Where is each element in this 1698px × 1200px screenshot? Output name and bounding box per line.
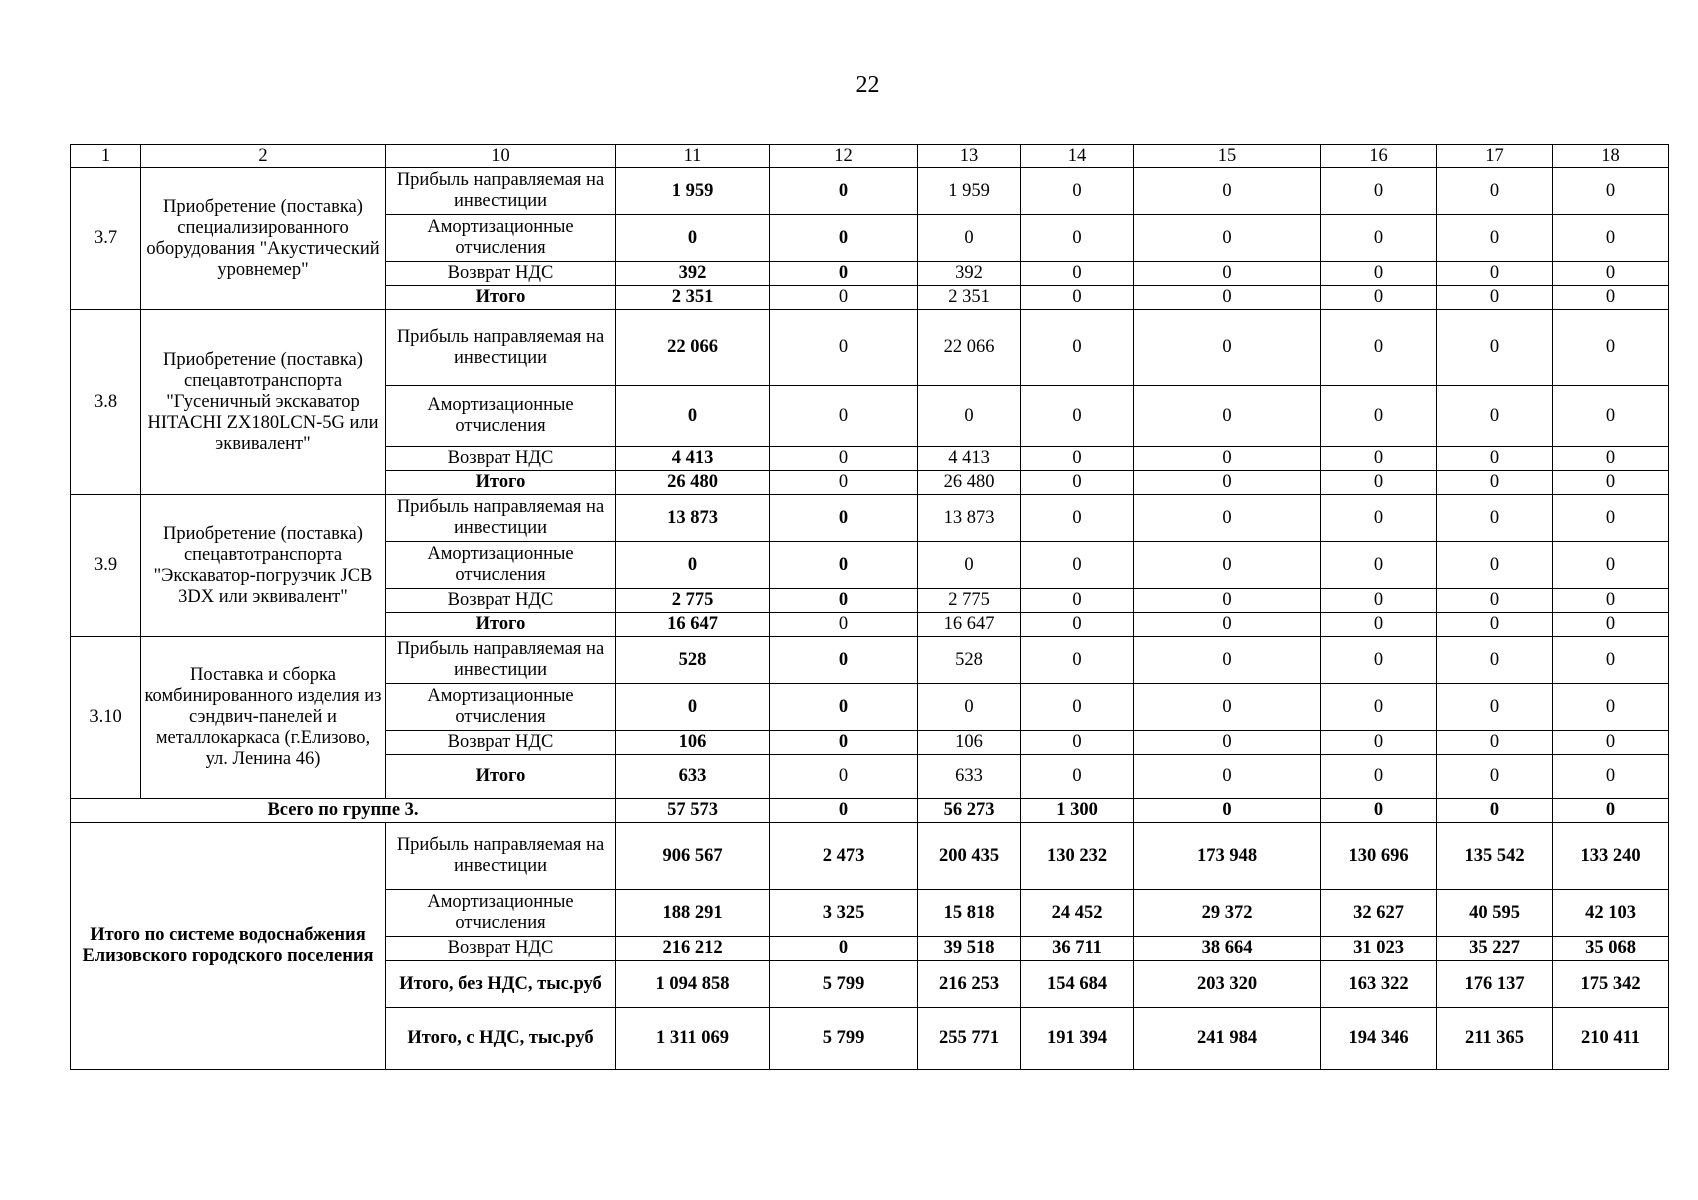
value-cell: 0 <box>770 215 918 262</box>
value-cell: 0 <box>1021 286 1134 310</box>
grand-total-value: 39 518 <box>918 937 1021 961</box>
funding-source: Прибыль направляемая на инвестиции <box>386 310 616 386</box>
value-cell: 0 <box>1021 684 1134 731</box>
value-cell: 2 775 <box>918 589 1021 613</box>
header-cell: 11 <box>616 145 770 168</box>
value-cell: 0 <box>770 731 918 755</box>
funding-source: Амортизационные отчисления <box>386 890 616 937</box>
value-cell: 0 <box>1321 168 1437 215</box>
grand-total-value: 2 473 <box>770 823 918 890</box>
value-cell: 22 066 <box>616 310 770 386</box>
value-cell: 0 <box>1021 471 1134 495</box>
grand-total-value: 163 322 <box>1321 961 1437 1008</box>
value-cell: 1 959 <box>918 168 1021 215</box>
funding-source: Итого <box>386 755 616 799</box>
value-cell: 0 <box>918 215 1021 262</box>
value-cell: 4 413 <box>616 447 770 471</box>
value-cell: 0 <box>1437 613 1553 637</box>
grand-total-value: 188 291 <box>616 890 770 937</box>
value-cell: 0 <box>1134 542 1321 589</box>
value-cell: 0 <box>616 542 770 589</box>
table-row <box>71 310 1669 386</box>
group-total-value: 0 <box>1134 799 1321 823</box>
value-cell: 0 <box>1553 286 1669 310</box>
grand-total-value: 0 <box>770 937 918 961</box>
value-cell: 0 <box>1437 447 1553 471</box>
grand-total-value: 906 567 <box>616 823 770 890</box>
value-cell: 26 480 <box>918 471 1021 495</box>
value-cell: 0 <box>1437 215 1553 262</box>
value-cell: 0 <box>1321 215 1437 262</box>
value-cell: 0 <box>1553 589 1669 613</box>
funding-source: Возврат НДС <box>386 262 616 286</box>
grand-total-value: 35 068 <box>1553 937 1669 961</box>
group-total-value: 56 273 <box>918 799 1021 823</box>
value-cell: 0 <box>1134 386 1321 447</box>
grand-total-value: 32 627 <box>1321 890 1437 937</box>
item-number: 3.9 <box>71 495 141 637</box>
grand-total-value: 135 542 <box>1437 823 1553 890</box>
value-cell: 2 351 <box>616 286 770 310</box>
grand-total-value: 29 372 <box>1134 890 1321 937</box>
value-cell: 0 <box>1437 755 1553 799</box>
header-cell: 16 <box>1321 145 1437 168</box>
value-cell: 0 <box>1021 613 1134 637</box>
grand-total-value: 176 137 <box>1437 961 1553 1008</box>
value-cell: 528 <box>918 637 1021 684</box>
grand-total-value: 40 595 <box>1437 890 1553 937</box>
grand-total-value: 241 984 <box>1134 1008 1321 1070</box>
table-row <box>71 495 1669 542</box>
grand-total-value: 31 023 <box>1321 937 1437 961</box>
value-cell: 0 <box>616 215 770 262</box>
item-name: Приобретение (поставка) спецавтотранспорта "Экскаватор-погрузчик JCB 3DX или эквивалент" <box>141 495 386 637</box>
value-cell: 392 <box>616 262 770 286</box>
value-cell: 0 <box>1021 215 1134 262</box>
value-cell: 1 959 <box>616 168 770 215</box>
grand-total-value: 24 452 <box>1021 890 1134 937</box>
funding-source: Итого, с НДС, тыс.руб <box>386 1008 616 1070</box>
grand-total-value: 35 227 <box>1437 937 1553 961</box>
value-cell: 0 <box>770 495 918 542</box>
grand-total-value: 191 394 <box>1021 1008 1134 1070</box>
funding-source: Возврат НДС <box>386 447 616 471</box>
value-cell: 0 <box>1134 637 1321 684</box>
grand-total-value: 154 684 <box>1021 961 1134 1008</box>
value-cell: 0 <box>1134 731 1321 755</box>
value-cell: 0 <box>1553 613 1669 637</box>
value-cell: 0 <box>1437 310 1553 386</box>
value-cell: 0 <box>1021 755 1134 799</box>
value-cell: 0 <box>1553 447 1669 471</box>
value-cell: 0 <box>1021 542 1134 589</box>
value-cell: 2 351 <box>918 286 1021 310</box>
value-cell: 0 <box>770 684 918 731</box>
value-cell: 0 <box>1321 471 1437 495</box>
header-cell: 13 <box>918 145 1021 168</box>
value-cell: 0 <box>1321 684 1437 731</box>
value-cell: 0 <box>1134 613 1321 637</box>
value-cell: 0 <box>1553 262 1669 286</box>
value-cell: 0 <box>1134 286 1321 310</box>
value-cell: 0 <box>770 386 918 447</box>
value-cell: 0 <box>1437 731 1553 755</box>
value-cell: 0 <box>1553 684 1669 731</box>
value-cell: 0 <box>1437 495 1553 542</box>
value-cell: 0 <box>1134 262 1321 286</box>
grand-total-value: 130 232 <box>1021 823 1134 890</box>
funding-source: Амортизационные отчисления <box>386 542 616 589</box>
value-cell: 0 <box>1021 731 1134 755</box>
value-cell: 2 775 <box>616 589 770 613</box>
funding-source: Возврат НДС <box>386 589 616 613</box>
value-cell: 0 <box>918 386 1021 447</box>
header-cell: 1 <box>71 145 141 168</box>
value-cell: 0 <box>1553 310 1669 386</box>
header-cell: 2 <box>141 145 386 168</box>
value-cell: 0 <box>1437 471 1553 495</box>
value-cell: 0 <box>918 542 1021 589</box>
value-cell: 392 <box>918 262 1021 286</box>
value-cell: 0 <box>1321 589 1437 613</box>
value-cell: 0 <box>770 589 918 613</box>
value-cell: 0 <box>1321 495 1437 542</box>
group-total-value: 57 573 <box>616 799 770 823</box>
grand-total-value: 173 948 <box>1134 823 1321 890</box>
funding-source: Прибыль направляемая на инвестиции <box>386 495 616 542</box>
item-name: Приобретение (поставка) специализированного оборудования "Акустический уровнемер" <box>141 168 386 310</box>
value-cell: 0 <box>1021 310 1134 386</box>
value-cell: 0 <box>1134 310 1321 386</box>
group-total-label: Всего по группе 3. <box>71 799 616 823</box>
grand-total-value: 211 365 <box>1437 1008 1553 1070</box>
grand-total-value: 216 212 <box>616 937 770 961</box>
value-cell: 633 <box>918 755 1021 799</box>
funding-source: Прибыль направляемая на инвестиции <box>386 823 616 890</box>
grand-total-value: 1 311 069 <box>616 1008 770 1070</box>
value-cell: 0 <box>1437 262 1553 286</box>
value-cell: 0 <box>1021 495 1134 542</box>
group-total-value: 0 <box>1437 799 1553 823</box>
grand-total-value: 3 325 <box>770 890 918 937</box>
item-number: 3.7 <box>71 168 141 310</box>
item-number: 3.10 <box>71 637 141 799</box>
value-cell: 0 <box>1134 447 1321 471</box>
value-cell: 0 <box>1553 168 1669 215</box>
funding-source: Итого <box>386 286 616 310</box>
table-row <box>71 168 1669 215</box>
header-row <box>71 145 1669 168</box>
value-cell: 0 <box>1134 684 1321 731</box>
value-cell: 0 <box>1321 386 1437 447</box>
group-total-value: 0 <box>1553 799 1669 823</box>
value-cell: 106 <box>616 731 770 755</box>
header-cell: 17 <box>1437 145 1553 168</box>
value-cell: 0 <box>770 262 918 286</box>
value-cell: 0 <box>1553 637 1669 684</box>
value-cell: 0 <box>770 447 918 471</box>
value-cell: 0 <box>770 168 918 215</box>
funding-source: Амортизационные отчисления <box>386 215 616 262</box>
value-cell: 0 <box>1021 168 1134 215</box>
investment-table <box>70 144 1669 1070</box>
funding-source: Амортизационные отчисления <box>386 386 616 447</box>
grand-total-value: 175 342 <box>1553 961 1669 1008</box>
value-cell: 0 <box>616 386 770 447</box>
value-cell: 16 647 <box>918 613 1021 637</box>
funding-source: Амортизационные отчисления <box>386 684 616 731</box>
value-cell: 0 <box>1321 262 1437 286</box>
value-cell: 0 <box>1321 542 1437 589</box>
value-cell: 0 <box>1321 447 1437 471</box>
value-cell: 0 <box>1437 168 1553 215</box>
funding-source: Возврат НДС <box>386 731 616 755</box>
value-cell: 22 066 <box>918 310 1021 386</box>
value-cell: 0 <box>1437 637 1553 684</box>
value-cell: 0 <box>1553 542 1669 589</box>
value-cell: 0 <box>1553 471 1669 495</box>
value-cell: 0 <box>1021 386 1134 447</box>
value-cell: 0 <box>616 684 770 731</box>
group-total-row <box>71 799 1669 823</box>
grand-total-value: 36 711 <box>1021 937 1134 961</box>
value-cell: 0 <box>770 310 918 386</box>
grand-total-value: 194 346 <box>1321 1008 1437 1070</box>
value-cell: 633 <box>616 755 770 799</box>
value-cell: 0 <box>1437 542 1553 589</box>
grand-total-value: 15 818 <box>918 890 1021 937</box>
group-total-value: 1 300 <box>1021 799 1134 823</box>
funding-source: Итого <box>386 471 616 495</box>
funding-source: Прибыль направляемая на инвестиции <box>386 168 616 215</box>
table-body <box>71 145 1669 1070</box>
value-cell: 0 <box>770 542 918 589</box>
grand-total-row <box>71 823 1669 890</box>
value-cell: 0 <box>1021 447 1134 471</box>
value-cell: 0 <box>1437 589 1553 613</box>
value-cell: 0 <box>770 637 918 684</box>
value-cell: 0 <box>1134 755 1321 799</box>
grand-total-value: 210 411 <box>1553 1008 1669 1070</box>
grand-total-value: 203 320 <box>1134 961 1321 1008</box>
header-cell: 18 <box>1553 145 1669 168</box>
value-cell: 4 413 <box>918 447 1021 471</box>
value-cell: 0 <box>1553 386 1669 447</box>
value-cell: 0 <box>1021 637 1134 684</box>
grand-total-value: 1 094 858 <box>616 961 770 1008</box>
grand-total-value: 200 435 <box>918 823 1021 890</box>
value-cell: 0 <box>770 471 918 495</box>
value-cell: 0 <box>1553 495 1669 542</box>
value-cell: 0 <box>918 684 1021 731</box>
value-cell: 0 <box>770 613 918 637</box>
value-cell: 0 <box>1134 589 1321 613</box>
grand-total-value: 5 799 <box>770 1008 918 1070</box>
funding-source: Итого, без НДС, тыс.руб <box>386 961 616 1008</box>
value-cell: 0 <box>770 286 918 310</box>
header-cell: 10 <box>386 145 616 168</box>
funding-source: Прибыль направляемая на инвестиции <box>386 637 616 684</box>
table-row <box>71 637 1669 684</box>
value-cell: 0 <box>1553 215 1669 262</box>
group-total-value: 0 <box>770 799 918 823</box>
value-cell: 13 873 <box>616 495 770 542</box>
header-cell: 14 <box>1021 145 1134 168</box>
value-cell: 0 <box>1553 731 1669 755</box>
header-cell: 12 <box>770 145 918 168</box>
funding-source: Возврат НДС <box>386 937 616 961</box>
value-cell: 0 <box>1437 286 1553 310</box>
item-number: 3.8 <box>71 310 141 495</box>
funding-source: Итого <box>386 613 616 637</box>
value-cell: 0 <box>1321 310 1437 386</box>
value-cell: 26 480 <box>616 471 770 495</box>
grand-total-label: Итого по системе водоснабжения Елизовского городского поселения <box>71 823 386 1070</box>
value-cell: 0 <box>770 755 918 799</box>
page-number: 22 <box>855 72 880 98</box>
value-cell: 0 <box>1321 613 1437 637</box>
grand-total-value: 42 103 <box>1553 890 1669 937</box>
value-cell: 0 <box>1021 262 1134 286</box>
value-cell: 0 <box>1553 755 1669 799</box>
value-cell: 528 <box>616 637 770 684</box>
value-cell: 106 <box>918 731 1021 755</box>
value-cell: 0 <box>1134 471 1321 495</box>
value-cell: 0 <box>1437 684 1553 731</box>
item-name: Приобретение (поставка) спецавтотранспорта "Гусеничный экскаватор HITACHI ZX180LCN-5G или эквивалент" <box>141 310 386 495</box>
value-cell: 13 873 <box>918 495 1021 542</box>
value-cell: 0 <box>1321 286 1437 310</box>
grand-total-value: 38 664 <box>1134 937 1321 961</box>
value-cell: 0 <box>1437 386 1553 447</box>
value-cell: 0 <box>1021 589 1134 613</box>
grand-total-value: 133 240 <box>1553 823 1669 890</box>
value-cell: 0 <box>1321 755 1437 799</box>
grand-total-value: 130 696 <box>1321 823 1437 890</box>
value-cell: 0 <box>1321 637 1437 684</box>
value-cell: 0 <box>1134 215 1321 262</box>
grand-total-value: 255 771 <box>918 1008 1021 1070</box>
value-cell: 16 647 <box>616 613 770 637</box>
grand-total-value: 5 799 <box>770 961 918 1008</box>
value-cell: 0 <box>1134 168 1321 215</box>
header-cell: 15 <box>1134 145 1321 168</box>
grand-total-value: 216 253 <box>918 961 1021 1008</box>
group-total-value: 0 <box>1321 799 1437 823</box>
value-cell: 0 <box>1134 495 1321 542</box>
value-cell: 0 <box>1321 731 1437 755</box>
item-name: Поставка и сборка комбинированного изделия из сэндвич-панелей и металлокаркаса (г.Елизово, ул. Ленина 46) <box>141 637 386 799</box>
